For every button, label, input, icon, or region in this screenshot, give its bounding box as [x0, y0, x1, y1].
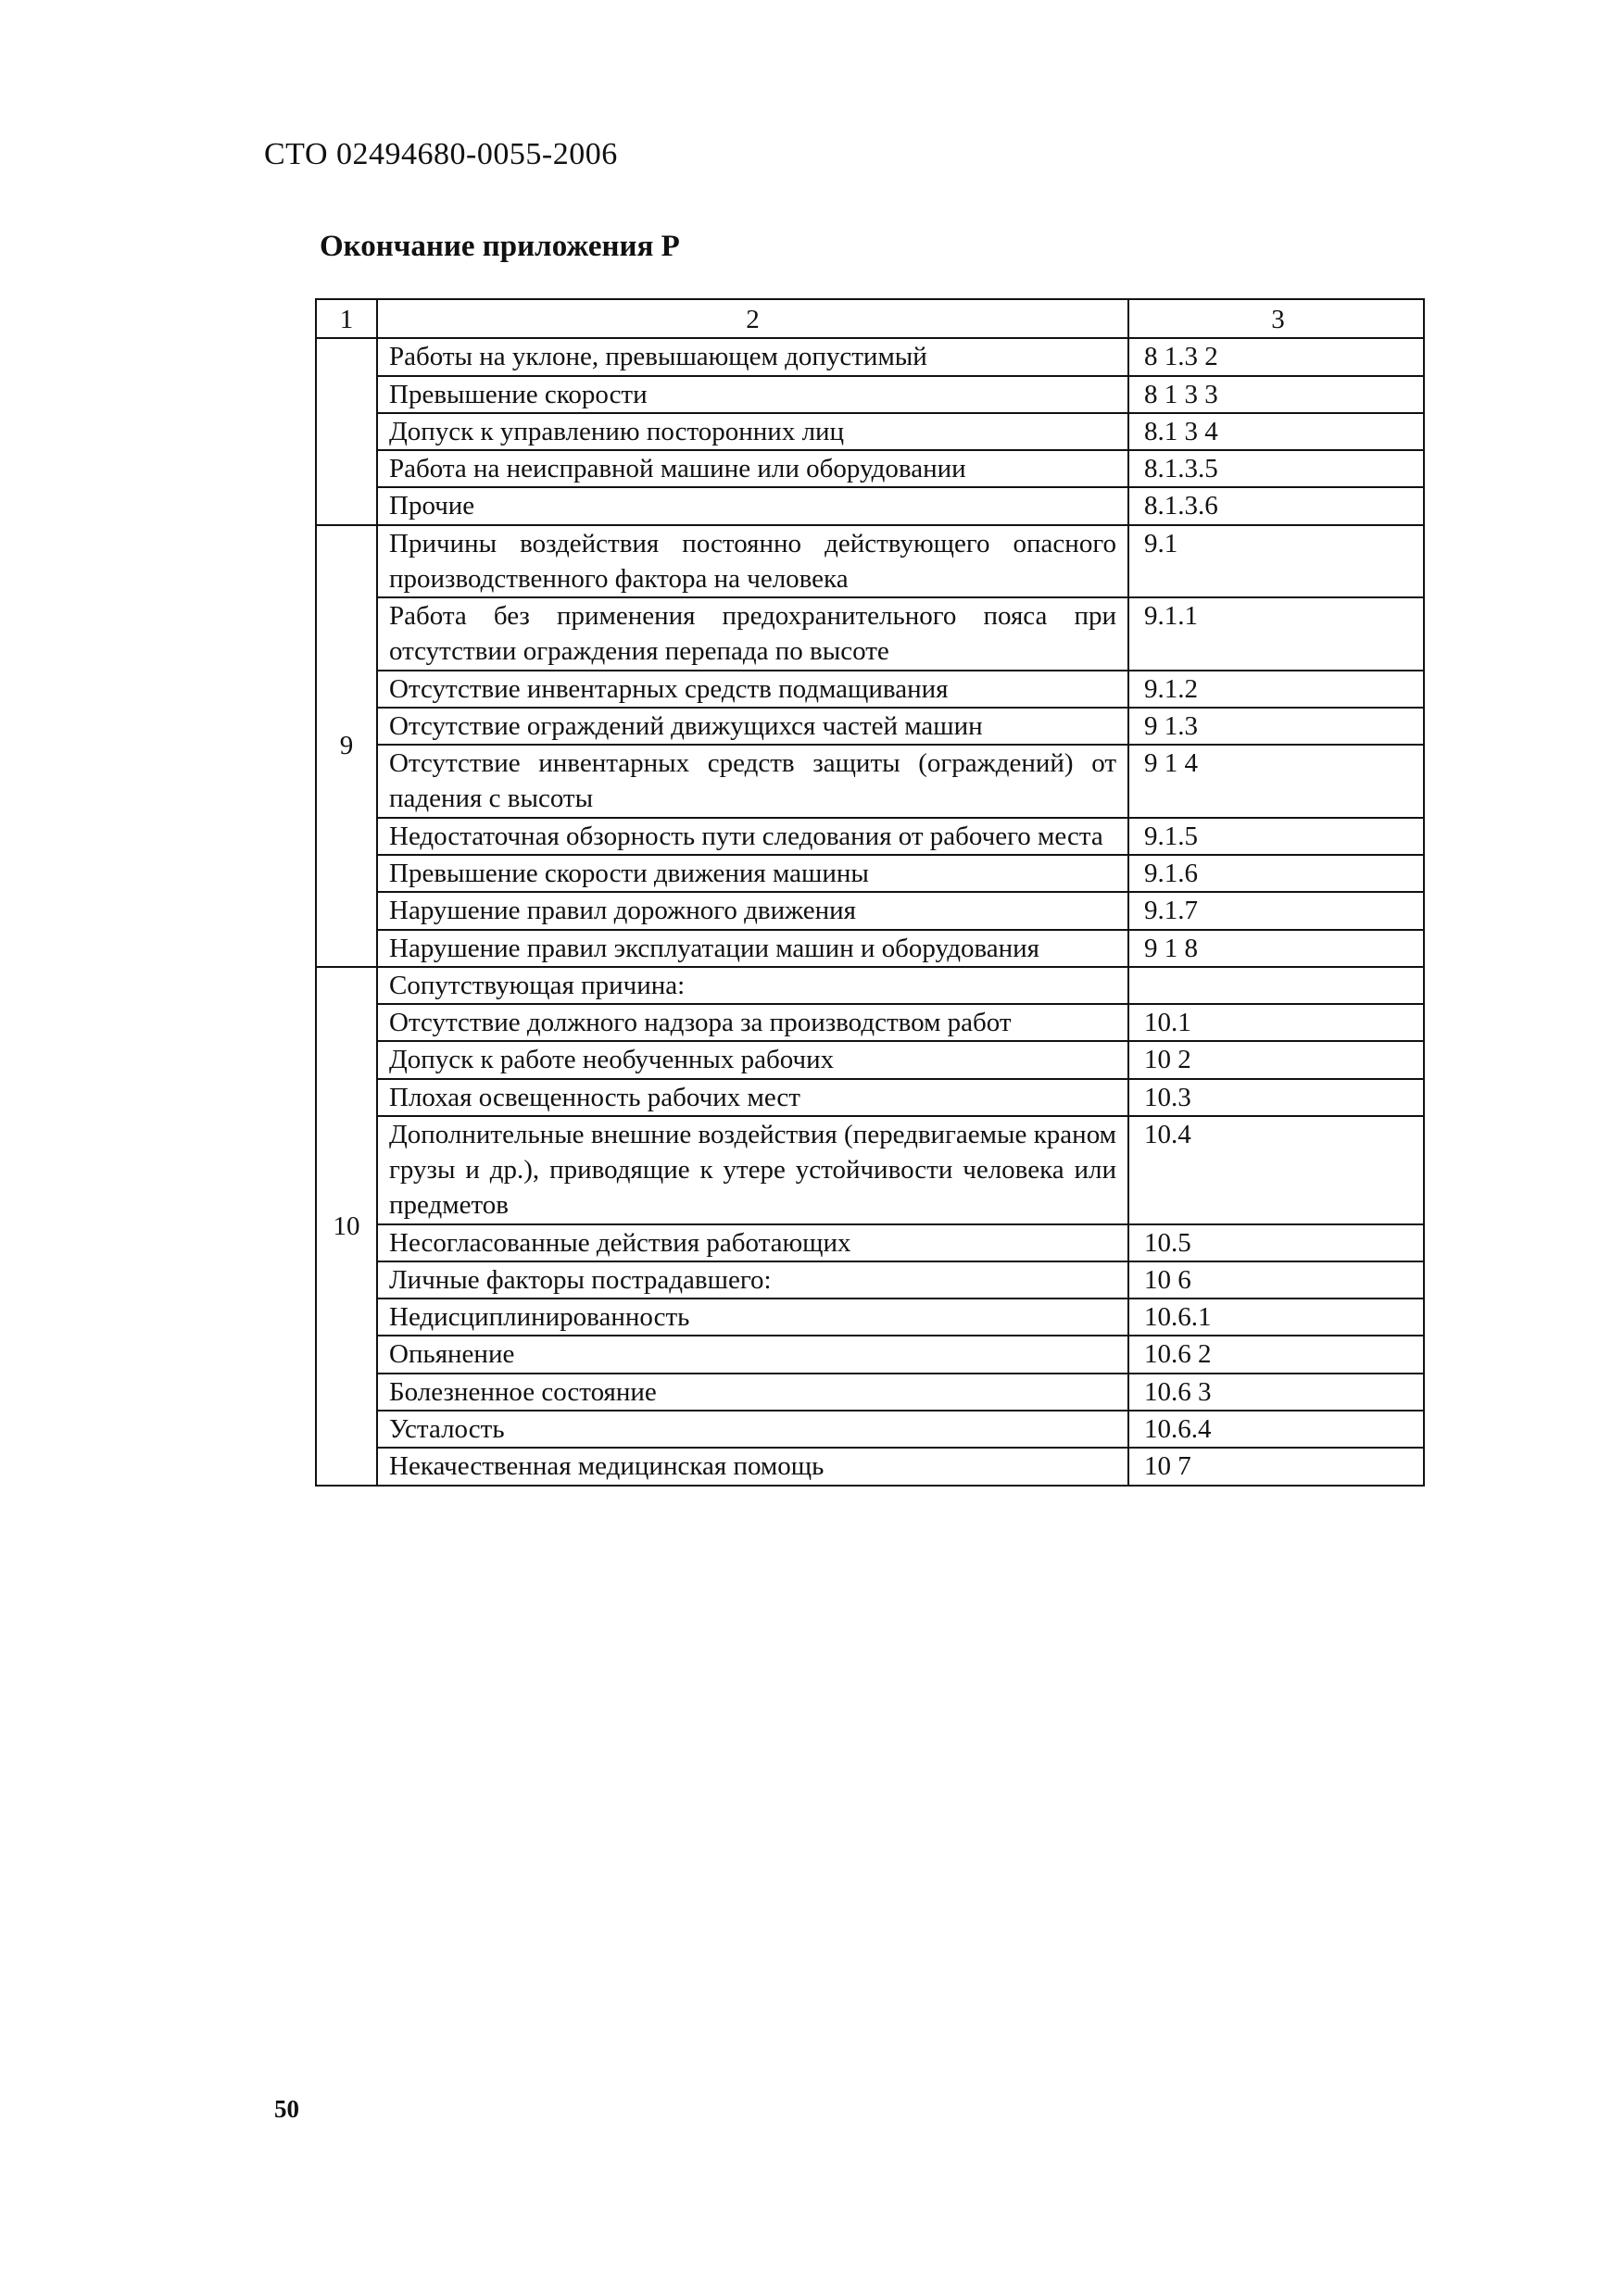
table-row [316, 597, 1424, 671]
cause-description-cell: Отсутствие должного надзора за производством работ [377, 1004, 1128, 1041]
cause-description-cell: Превышение скорости [377, 376, 1128, 413]
cause-code-cell [1128, 967, 1424, 1004]
cause-code-cell: 9 1.3 [1128, 708, 1424, 745]
table-row [316, 1374, 1424, 1411]
cause-code-cell: 10.3 [1128, 1079, 1424, 1116]
cause-code-cell: 9.1.1 [1128, 597, 1424, 671]
cause-description-cell: Отсутствие ограждений движущихся частей машин [377, 708, 1128, 745]
cause-code-cell: 9.1.7 [1128, 892, 1424, 929]
header-col-1: 1 [316, 299, 377, 338]
table-row [316, 413, 1424, 450]
table-row [316, 1116, 1424, 1224]
section-title: Окончание приложения Р [320, 230, 680, 263]
table-header-row [316, 299, 1424, 338]
table-row [316, 1079, 1424, 1116]
cause-code-cell: 10.5 [1128, 1224, 1424, 1261]
header-col-2: 2 [377, 299, 1128, 338]
group-number-cell [316, 338, 377, 524]
cause-code-cell: 8.1 3 4 [1128, 413, 1424, 450]
cause-description-cell: Несогласованные действия работающих [377, 1224, 1128, 1261]
cause-code-cell: 9.1.5 [1128, 818, 1424, 855]
table-row [316, 1411, 1424, 1448]
cause-code-cell: 10.6.1 [1128, 1299, 1424, 1336]
cause-description-cell: Прочие [377, 487, 1128, 524]
group-number-cell: 9 [316, 525, 377, 967]
cause-description-cell: Причины воздействия постоянно действующего опасного производственного фактора на человека [377, 525, 1128, 598]
cause-description-cell: Усталость [377, 1411, 1128, 1448]
cause-description-cell: Допуск к управлению посторонних лиц [377, 413, 1128, 450]
cause-code-cell: 10.4 [1128, 1116, 1424, 1224]
table-row [316, 1448, 1424, 1485]
cause-code-cell: 8 1 3 3 [1128, 376, 1424, 413]
cause-description-cell: Работы на уклоне, превышающем допустимый [377, 338, 1128, 375]
table-row [316, 450, 1424, 487]
cause-code-cell: 9.1.6 [1128, 855, 1424, 892]
table-row [316, 855, 1424, 892]
table-row [316, 487, 1424, 524]
table-body [316, 299, 1424, 1486]
cause-description-cell: Работа на неисправной машине или оборудовании [377, 450, 1128, 487]
table-row [316, 967, 1424, 1004]
table-row [316, 1299, 1424, 1336]
table-row [316, 1261, 1424, 1299]
cause-description-cell: Дополнительные внешние воздействия (передвигаемые краном грузы и др.), приводящие к утере устойчивости человека или предметов [377, 1116, 1128, 1224]
cause-description-cell: Недостаточная обзорность пути следования от рабочего места [377, 818, 1128, 855]
cause-code-cell: 9 1 8 [1128, 930, 1424, 967]
cause-description-cell: Опьянение [377, 1336, 1128, 1373]
cause-description-cell: Превышение скорости движения машины [377, 855, 1128, 892]
cause-description-cell: Некачественная медицинская помощь [377, 1448, 1128, 1485]
cause-code-cell: 8 1.3 2 [1128, 338, 1424, 375]
group-number-cell: 10 [316, 967, 377, 1486]
table-row [316, 1041, 1424, 1078]
cause-code-cell: 9 1 4 [1128, 745, 1424, 818]
cause-description-cell: Нарушение правил дорожного движения [377, 892, 1128, 929]
header-col-3: 3 [1128, 299, 1424, 338]
cause-code-cell: 10.6 2 [1128, 1336, 1424, 1373]
cause-description-cell: Работа без применения предохранительного пояса при отсутствии ограждения перепада по высоте [377, 597, 1128, 671]
cause-description-cell: Личные факторы пострадавшего: [377, 1261, 1128, 1299]
cause-description-cell: Болезненное состояние [377, 1374, 1128, 1411]
table-row [316, 671, 1424, 708]
cause-description-cell: Отсутствие инвентарных средств защиты (ограждений) от падения с высоты [377, 745, 1128, 818]
page-number: 50 [274, 2095, 299, 2123]
cause-code-cell: 10.6.4 [1128, 1411, 1424, 1448]
cause-code-cell: 10 2 [1128, 1041, 1424, 1078]
cause-description-cell: Отсутствие инвентарных средств подмащивания [377, 671, 1128, 708]
cause-code-cell: 10 6 [1128, 1261, 1424, 1299]
table-row [316, 1004, 1424, 1041]
cause-code-cell: 9.1 [1128, 525, 1424, 598]
cause-description-cell: Допуск к работе необученных рабочих [377, 1041, 1128, 1078]
cause-description-cell: Сопутствующая причина: [377, 967, 1128, 1004]
table-row [316, 708, 1424, 745]
table-row [316, 892, 1424, 929]
table-row [316, 930, 1424, 967]
cause-description-cell: Плохая освещенность рабочих мест [377, 1079, 1128, 1116]
table-row [316, 818, 1424, 855]
cause-description-cell: Недисциплинированность [377, 1299, 1128, 1336]
document-code: СТО 02494680-0055-2006 [264, 137, 618, 171]
table-row [316, 376, 1424, 413]
table-row [316, 338, 1424, 375]
cause-code-cell: 8.1.3.6 [1128, 487, 1424, 524]
cause-description-cell: Нарушение правил эксплуатации машин и оборудования [377, 930, 1128, 967]
appendix-table [315, 298, 1425, 1487]
table-row [316, 1336, 1424, 1373]
table-row [316, 525, 1424, 598]
cause-code-cell: 9.1.2 [1128, 671, 1424, 708]
cause-code-cell: 8.1.3.5 [1128, 450, 1424, 487]
table-row [316, 1224, 1424, 1261]
cause-code-cell: 10 7 [1128, 1448, 1424, 1485]
table-row [316, 745, 1424, 818]
cause-code-cell: 10.6 3 [1128, 1374, 1424, 1411]
cause-code-cell: 10.1 [1128, 1004, 1424, 1041]
